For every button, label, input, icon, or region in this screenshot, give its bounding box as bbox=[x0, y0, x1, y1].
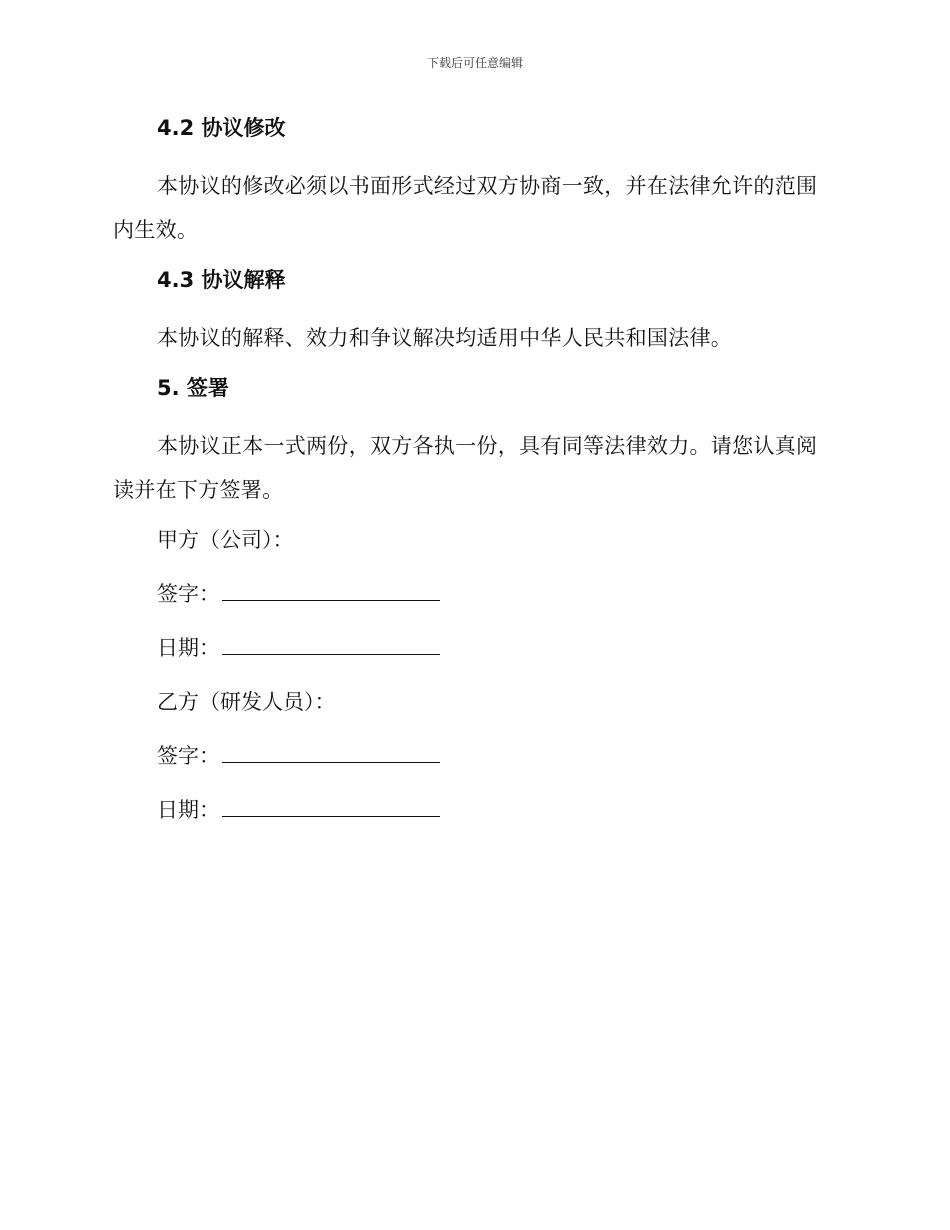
party-a-label bbox=[113, 522, 833, 558]
party-a-signature-blank bbox=[222, 578, 440, 601]
section-body-5: 本协议正本一式两份，双方各执一份，具有同等法律效力。请您认真阅读并在下方签署。 bbox=[113, 434, 818, 502]
party-a-signature-label: 签字： bbox=[157, 582, 220, 606]
page-header: 下载后可任意编辑 bbox=[426, 56, 523, 70]
section-heading-5: 5. 签署 bbox=[157, 376, 229, 400]
party-b-signature-label: 签字： bbox=[157, 744, 220, 768]
party-b-signature-blank bbox=[222, 740, 440, 763]
party-b-date-blank bbox=[222, 794, 440, 817]
party-a-label-text: 甲方（公司）： bbox=[157, 528, 294, 552]
section-body-4-3: 本协议的解释、效力和争议解决均适用中华人民共和国法律。 bbox=[157, 326, 733, 350]
party-b-date-label: 日期： bbox=[157, 798, 220, 822]
party-b-label bbox=[113, 684, 833, 720]
party-b-signature-row bbox=[113, 738, 833, 774]
party-b-label-text: 乙方（研发人员）： bbox=[157, 690, 336, 714]
party-a-date-blank bbox=[222, 632, 440, 655]
party-a-date-label: 日期： bbox=[157, 636, 220, 660]
section-heading-4-3: 4.3 协议解释 bbox=[157, 268, 286, 292]
party-b-date-row bbox=[113, 792, 833, 828]
document-content bbox=[113, 110, 833, 846]
party-a-date-row bbox=[113, 630, 833, 666]
party-a-signature-row bbox=[113, 576, 833, 612]
section-body-4-2: 本协议的修改必须以书面形式经过双方协商一致，并在法律允许的范围内生效。 bbox=[113, 174, 818, 242]
section-heading-4-2: 4.2 协议修改 bbox=[157, 116, 286, 140]
